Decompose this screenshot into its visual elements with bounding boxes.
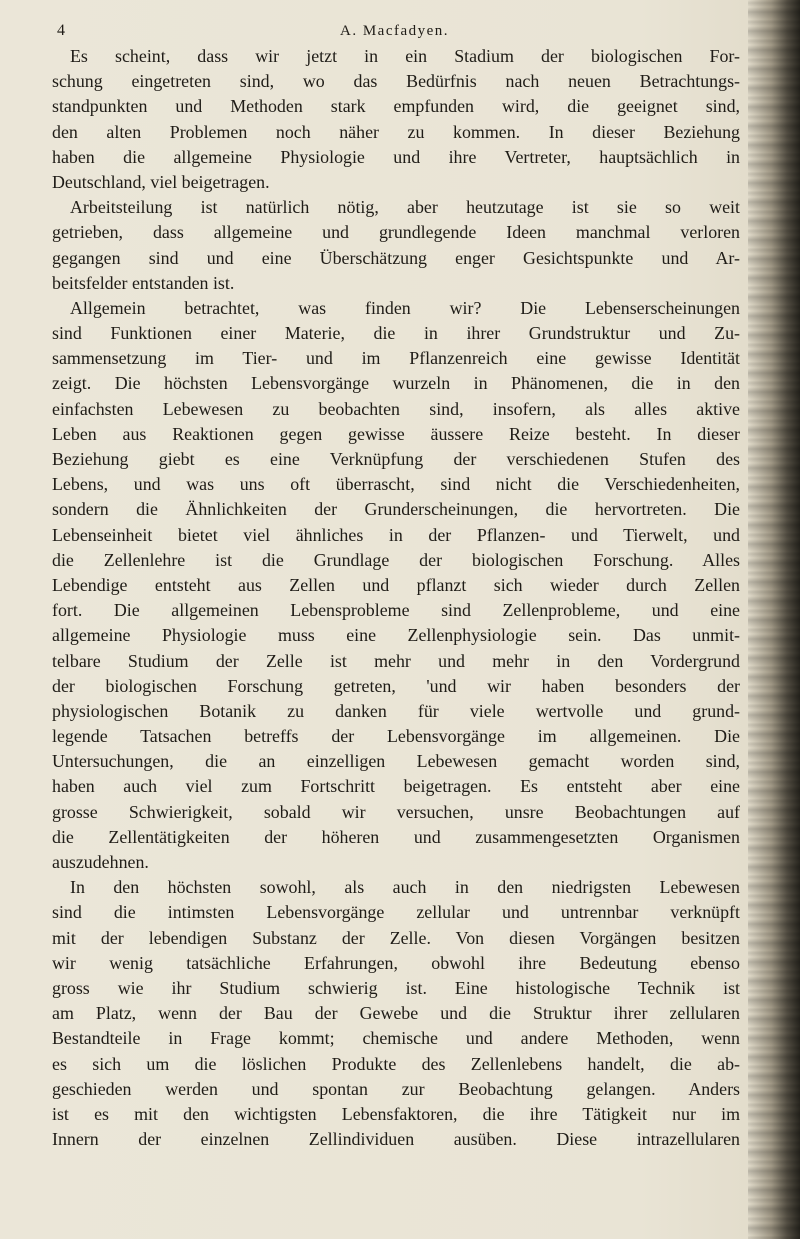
body-text [52,44,740,1152]
text-line: zeigt. Die höchsten Lebensvorgänge wurzeln in Phänomenen, die in den [52,373,740,394]
text-line: Lebendige entsteht aus Zellen und pflanzt sich wieder durch Zellen [52,574,740,595]
text-line: haben auch viel zum Fortschritt beigetragen. Es entsteht aber eine [52,776,740,797]
text-line: standpunkten und Methoden stark empfunden wird, die geeignet sind, [52,96,740,117]
text-line: Lebenseinheit bietet viel ähnliches in der Pflanzen- und Tierwelt, und [52,524,740,545]
text-line: Beziehung giebt es eine Verknüpfung der verschiedenen Stufen des [52,449,740,469]
text-line: sind die intimsten Lebensvorgänge zellular und untrennbar verknüpft [52,902,740,923]
text-line: am Platz, wenn der Bau der Gewebe und die Struktur ihrer zellularen [52,1003,740,1024]
text-line: fort. Die allgemeinen Lebensprobleme sind Zellenprobleme, und eine [52,600,740,621]
text-line: Untersuchungen, die an einzelligen Lebewesen gemacht worden sind, [52,751,740,772]
text-line: Innern der einzelnen Zellindividuen ausüben. Diese intrazellularen [52,1129,740,1150]
text-line: Deutschland, viel beigetragen. [52,171,270,192]
text-line: getrieben, dass allgemeine und grundlegende Ideen manchmal verloren [52,222,740,243]
text-line: physiologischen Botanik zu danken für viele wertvolle und grund- [52,700,740,721]
text-line: allgemeine Physiologie muss eine Zellenphysiologie sein. Das unmit- [52,625,740,646]
text-line: auszudehnen. [52,852,149,872]
page-number: 4 [57,22,65,39]
text-line: schung eingetreten sind, wo das Bedürfnis nach neuen Betrachtungs- [52,71,740,92]
text-line: legende Tatsachen betreffs der Lebensvorgänge im allgemeinen. Die [52,726,740,747]
text-line: Arbeitsteilung ist natürlich nötig, aber heutzutage ist sie so weit [70,197,740,218]
text-line: Allgemein betrachtet, was finden wir? Die Lebenserscheinungen [70,297,740,318]
text-line: Lebens, und was uns oft überrascht, sind nicht die Verschiedenheiten, [52,474,740,495]
page-binding-edge [748,0,800,1239]
text-line: sammensetzung im Tier- und im Pflanzenreich eine gewisse Identität [52,348,740,369]
text-line: der biologischen Forschung getreten, 'und wir haben besonders der [52,675,740,696]
text-line: den alten Problemen noch näher zu kommen. In dieser Beziehung [52,121,740,142]
text-line: gross wie ihr Studium schwierig ist. Eine histologische Technik ist [52,977,740,998]
text-line: wir wenig tatsächliche Erfahrungen, obwohl ihre Bedeutung ebenso [52,952,740,973]
text-line: geschieden werden und spontan zur Beobachtung gelangen. Anders [52,1078,740,1099]
text-line: sind Funktionen einer Materie, die in ihrer Grundstruktur und Zu- [52,323,740,344]
text-line: ist es mit den wichtigsten Lebensfaktoren, die ihre Tätigkeit nur im [52,1103,740,1124]
text-line: Leben aus Reaktionen gegen gewisse äussere Reize besteht. In dieser [52,423,740,444]
text-line: grosse Schwierigkeit, sobald wir versuchen, unsre Beobachtungen auf [52,801,740,822]
text-line: mit der lebendigen Substanz der Zelle. Von diesen Vorgängen besitzen [52,927,740,948]
text-line: sondern die Ähnlichkeiten der Grunderscheinungen, die hervortreten. Die [52,499,740,520]
text-line: beitsfelder entstanden ist. [52,272,235,293]
running-head-author: A. Macfadyen. [340,23,450,39]
running-head [40,20,740,42]
text-line: die Zellenlehre ist die Grundlage der biologischen Forschung. Alles [52,549,740,570]
text-line: es sich um die löslichen Produkte des Zellenlebens handelt, die ab- [52,1053,740,1074]
text-line: telbare Studium der Zelle ist mehr und mehr in den Vordergrund [52,650,740,671]
text-line: die Zellentätigkeiten der höheren und zusammengesetzten Organismen [52,826,740,847]
text-line: Es scheint, dass wir jetzt in ein Stadium der biologischen For- [70,46,740,66]
text-line: einfachsten Lebewesen zu beobachten sind, insofern, als alles aktive [52,398,740,419]
text-line: haben die allgemeine Physiologie und ihre Vertreter, hauptsächlich in [52,146,740,167]
text-line: gegangen sind und eine Überschätzung enger Gesichtspunkte und Ar- [52,247,740,268]
text-line: Bestandteile in Frage kommt; chemische und andere Methoden, wenn [52,1028,740,1049]
text-line: In den höchsten sowohl, als auch in den niedrigsten Lebewesen [70,877,740,898]
